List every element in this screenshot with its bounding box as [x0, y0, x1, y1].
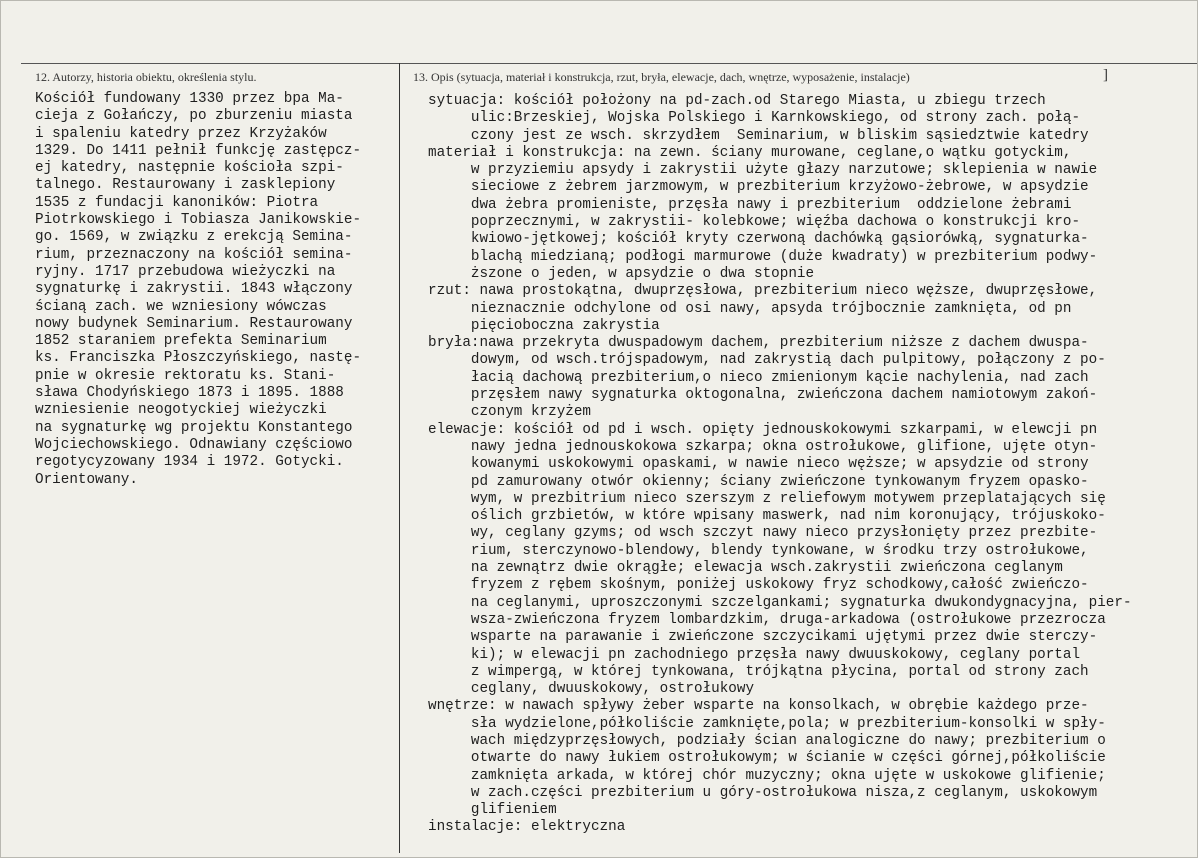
history-line: go. 1569, w związku z erekcją Semina-	[35, 229, 353, 246]
history-line: na sygnaturkę wg projektu Konstantego	[35, 419, 353, 436]
description-line: wym, w prezbitrium nieco szerszym z reliefowym motywem przeplatających się	[428, 490, 1106, 507]
history-line: 1852 staraniem prefekta Seminarium	[35, 333, 327, 350]
description-line: wnętrze: w nawach spływy żeber wsparte na konsolkach, w obrębie każdego prze-	[428, 698, 1089, 715]
history-column	[35, 91, 401, 489]
description-line: materiał i konstrukcja: na zewn. ściany murowane, ceglane,o wątku gotyckim,	[428, 144, 1072, 161]
history-line: nowy budynek Seminarium. Restaurowany	[35, 315, 353, 332]
history-line: rium, przeznaczony na kościół semina-	[35, 246, 353, 263]
section-13-header: 13. Opis (sytuacja, materiał i konstrukcja, rzut, bryła, elewacje, dach, wnętrze, wyposażenie, instalacje)	[413, 70, 910, 84]
description-line: nieznacznie odchylone od osi nawy, apsyda trójbocznie zamknięta, od pn	[428, 300, 1072, 317]
description-line: wach międzyprzęsłowych, podziały ścian analogiczne do nawy; prezbiterium o	[428, 732, 1106, 749]
description-line: ższone o jeden, w apsydzie o dwa stopnie	[428, 265, 815, 282]
description-line: w zach.części prezbiterium u góry-ostrołukowa nisza,z ceglanym, uskokowym	[428, 784, 1098, 801]
description-line: rium, sterczynowo-blendowy, blendy tynkowane, w środku trzy ostrołukowe,	[428, 542, 1089, 559]
history-line: ks. Franciszka Płoszczyńskiego, nastę-	[35, 350, 362, 367]
description-column	[428, 93, 1198, 837]
history-line: Kościół fundowany 1330 przez bpa Ma-	[35, 91, 344, 107]
description-line: w przyziemiu apsydy i zakrystii użyte głazy narzutowe; sklepienia w nawie	[428, 162, 1098, 179]
history-line: regotycyzowany 1934 i 1972. Gotycki.	[35, 454, 344, 471]
description-line: sła wydzielone,półkoliście zamknięte,pola; w prezbiterium-konsolki w spły-	[428, 715, 1106, 732]
description-line: dowym, od wsch.trójspadowym, nad zakrystią dach pulpitowy, połączony z po-	[428, 352, 1106, 369]
history-line: talnego. Restaurowany i zasklepiony	[35, 177, 336, 194]
description-line: łacią dachową prezbiterium,o nieco zmienionym kącie nachylenia, nad zach	[428, 369, 1089, 386]
description-line: ki); w elewacji pn zachodniego przęsła nawy dwuuskokowy, ceglany portal	[428, 646, 1081, 663]
description-line: sytuacja: kościół położony na pd-zach.od Starego Miasta, u zbiegu trzech	[428, 93, 1046, 109]
description-line: wy, ceglany gzyms; od wsch szczyt nawy nieco przysłonięty przez prezbite-	[428, 525, 1098, 542]
description-line: instalacje: elektryczna	[428, 819, 626, 836]
description-line: otwarte do nawy łukiem ostrołukowym; w ścianie w części górnej,półkoliście	[428, 750, 1106, 767]
description-line: czonym krzyżem	[428, 404, 592, 421]
description-line: na zewnątrz dwie okrągłe; elewacja wsch.zakrystii zwieńczona ceglanym	[428, 560, 1063, 577]
description-line: ceglany, dwuuskokowy, ostrołukowy	[428, 681, 755, 698]
description-line: z wimpergą, w której tynkowana, trójkątna płycina, portal od strony zach	[428, 663, 1089, 680]
history-line: Wojciechowskiego. Odnawiany częściowo	[35, 436, 353, 453]
history-line: ścianą zach. we wzniesiony wówczas	[35, 298, 327, 315]
description-line: nawy jedna jednouskokowa szkarpa; okna ostrołukowe, glifione, ujęte otyn-	[428, 438, 1098, 455]
description-line: fryzem z rębem skośnym, poniżej uskokowy fryz schodkowy,całość zwieńczo-	[428, 577, 1089, 594]
header-rule	[21, 63, 1198, 64]
description-line: glifieniem	[428, 802, 557, 819]
history-line: cieja z Gołańczy, po zburzeniu miasta	[35, 108, 353, 125]
description-line: blachą miedzianą; podłogi marmurowe (duże kwadraty) w prezbiterium podwy-	[428, 248, 1098, 265]
description-line: pięcioboczna zakrystia	[428, 317, 660, 334]
history-line: 1535 z fundacji kanoników: Piotra	[35, 194, 319, 211]
description-line: czony jest ze wsch. skrzydłem Seminarium, w bliskim sąsiedztwie katedry	[428, 127, 1089, 144]
description-line: wsza-zwieńczona fryzem lombardzkim, druga-arkadowa (ostrołukowe przezrocza	[428, 611, 1106, 628]
header-bracket-mark: ]	[1103, 67, 1108, 83]
history-line: Orientowany.	[35, 471, 138, 488]
description-line: poprzecznymi, w zakrystii- kolebkowe; więźba dachowa o konstrukcji kro-	[428, 214, 1081, 231]
description-line: bryła:nawa przekryta dwuspadowym dachem, prezbiterium niższe z dachem dwuspa-	[428, 335, 1089, 352]
description-line: kwiowo-jętkowej; kościół kryty czerwoną dachówką gąsiorówką, sygnaturka-	[428, 231, 1089, 248]
description-line: ulic:Brzeskiej, Wojska Polskiego i Karnkowskiego, od strony zach. połą-	[428, 110, 1081, 127]
history-line: sygnaturkę i zakrystii. 1843 włączony	[35, 281, 353, 298]
description-line: dwa żebra promieniste, przęsła nawy i prezbiterium oddzielone żebrami	[428, 196, 1072, 213]
description-line: kowanymi uskokowymi opaskami, w nawie nieco węższe; w apsydzie od strony	[428, 456, 1089, 473]
history-line: ej katedry, następnie kościoła szpi-	[35, 160, 344, 177]
description-line: przęsłem nawy sygnaturka oktogonalna, zwieńczona dachem namiotowym zakoń-	[428, 387, 1098, 404]
description-line: oślich grzbietów, w które wpisany maswerk, nad nim koronujący, trójuskoko-	[428, 508, 1106, 525]
description-line: na ceglanymi, uproszczonymi szczelgankami; sygnaturka dwukondygnacyjna, pier-	[428, 594, 1132, 611]
history-line: i spaleniu katedry przez Krzyżaków	[35, 125, 327, 142]
description-line: zamknięta arkada, w której chór muzyczny; okna ujęte w uskokowe glifienie;	[428, 767, 1106, 784]
history-line: pnie w okresie rektoratu ks. Stani-	[35, 367, 336, 384]
description-line: sieciowe z żebrem jarzmowym, w prezbiterium krzyżowo-żebrowe, w apsydzie	[428, 179, 1089, 196]
history-line: 1329. Do 1411 pełnił funkcję zastępcz-	[35, 142, 362, 159]
history-line: Piotrkowskiego i Tobiasza Janikowskie-	[35, 212, 362, 229]
history-line: ryjny. 1717 przebudowa wieżyczki na	[35, 263, 336, 280]
section-12-header: 12. Autorzy, historia obiektu, określenia stylu.	[35, 70, 257, 84]
description-line: wsparte na parawanie i zwieńczone szczycikami ujętymi przez dwie sterczy-	[428, 629, 1098, 646]
history-line: wzniesienie neogotyckiej wieżyczki	[35, 402, 327, 419]
description-line: pd zamurowany otwór okienny; ściany zwieńczone tynkowanym fryzem opasko-	[428, 473, 1089, 490]
description-line: elewacje: kościół od pd i wsch. opięty jednouskokowymi szkarpami, w elewcji pn	[428, 421, 1098, 438]
description-line: rzut: nawa prostokątna, dwuprzęsłowa, prezbiterium nieco węższe, dwuprzęsłowe,	[428, 283, 1098, 300]
history-line: sława Chodyńskiego 1873 i 1895. 1888	[35, 385, 344, 402]
